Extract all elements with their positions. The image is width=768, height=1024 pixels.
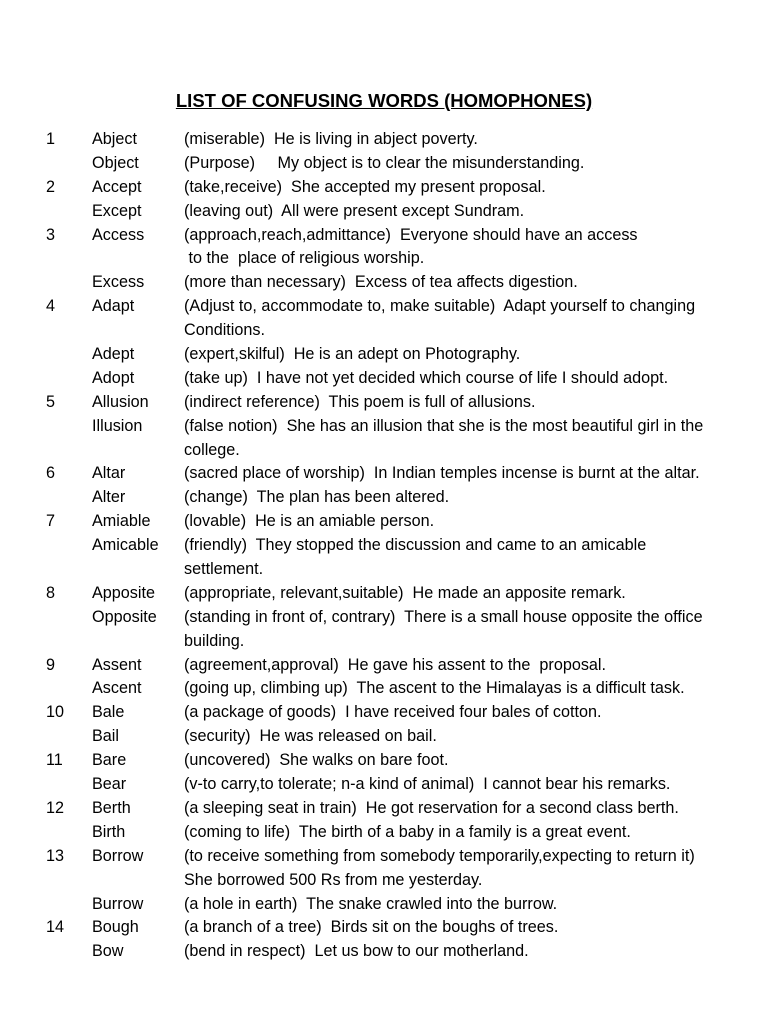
entry-word: Bough — [92, 918, 139, 937]
list-item-continuation — [0, 630, 768, 654]
entry-word: Excess — [92, 273, 145, 292]
entry-number: 14 — [46, 918, 65, 937]
entry-word: Ascent — [92, 679, 142, 698]
list-item — [0, 677, 768, 701]
entry-definition: (going up, climbing up) The ascent to the Himalayas is a difficult task. — [184, 679, 685, 698]
entry-definition: (a hole in earth) The snake crawled into the burrow. — [184, 894, 558, 913]
list-item — [0, 916, 768, 940]
entry-definition: (uncovered) She walks on bare foot. — [184, 751, 449, 770]
list-item — [0, 797, 768, 821]
list-item — [0, 654, 768, 678]
entry-word: Adapt — [92, 297, 135, 316]
entry-word: Bare — [92, 751, 127, 770]
entry-word: Alter — [92, 488, 126, 507]
list-item — [0, 295, 768, 319]
list-item — [0, 893, 768, 917]
entry-word: Bail — [92, 727, 119, 746]
list-item — [0, 845, 768, 869]
entry-definition: (agreement,approval) He gave his assent to the proposal. — [184, 655, 607, 674]
list-item — [0, 701, 768, 725]
entry-definition: (more than necessary) Excess of tea affects digestion. — [184, 273, 578, 292]
entry-word: Object — [92, 153, 139, 172]
entry-word: Birth — [92, 822, 126, 841]
word-list — [0, 128, 768, 964]
entry-word: Allusion — [92, 392, 149, 411]
entry-number: 12 — [46, 798, 65, 817]
entry-number: 11 — [46, 751, 63, 770]
entry-definition: (a branch of a tree) Birds sit on the boughs of trees. — [184, 918, 559, 937]
entry-word: Apposite — [92, 583, 155, 602]
entry-definition: (false notion) She has an illusion that she is the most beautiful girl in the — [184, 416, 704, 435]
list-item — [0, 749, 768, 773]
entry-word: Bale — [92, 703, 125, 722]
list-item — [0, 271, 768, 295]
list-item — [0, 821, 768, 845]
list-item — [0, 176, 768, 200]
entry-number: 1 — [46, 130, 56, 148]
entry-definition: (miserable) He is living in abject poverty. — [184, 130, 478, 148]
list-item — [0, 486, 768, 510]
list-item — [0, 940, 768, 964]
list-item-continuation — [0, 247, 768, 271]
entry-definition: (take up) I have not yet decided which course of life I should adopt. — [184, 368, 669, 387]
list-item — [0, 367, 768, 391]
entry-definition: Conditions. — [184, 321, 265, 340]
entry-word: Illusion — [92, 416, 143, 435]
entry-definition: (v-to carry,to tolerate; n-a kind of animal) I cannot bear his remarks. — [184, 775, 671, 794]
entry-definition: (a package of goods) I have received four bales of cotton. — [184, 703, 602, 722]
entry-word: Bear — [92, 775, 127, 794]
list-item-continuation — [0, 439, 768, 463]
entry-number: 6 — [46, 464, 56, 483]
entry-definition: (leaving out) All were present except Sundram. — [184, 201, 525, 220]
entry-word: Adept — [92, 345, 135, 364]
entry-number: 3 — [46, 225, 56, 244]
entry-definition: She borrowed 500 Rs from me yesterday. — [184, 870, 483, 889]
entry-word: Amicable — [92, 536, 159, 555]
page-title: LIST OF CONFUSING WORDS (HOMOPHONES) — [175, 90, 593, 111]
entry-definition: settlement. — [184, 560, 264, 579]
entry-word: Opposite — [92, 607, 157, 626]
entry-definition: (sacred place of worship) In Indian temples incense is burnt at the altar. — [184, 464, 700, 483]
entry-number: 7 — [46, 512, 56, 531]
entry-definition: (expert,skilful) He is an adept on Photography. — [184, 345, 521, 364]
entry-definition: (indirect reference) This poem is full of allusions. — [184, 392, 536, 411]
entry-number: 9 — [46, 655, 56, 674]
entry-word: Adopt — [92, 368, 135, 387]
entry-definition: (Adjust to, accommodate to, make suitable) Adapt yourself to changing — [184, 297, 696, 316]
list-item-continuation — [0, 869, 768, 893]
entry-number: 4 — [46, 297, 56, 316]
entry-definition: (security) He was released on bail. — [184, 727, 437, 746]
list-item-continuation — [0, 558, 768, 582]
list-item — [0, 128, 768, 152]
entry-word: Altar — [92, 464, 126, 483]
entry-word: Accept — [92, 177, 142, 196]
entry-word: Assent — [92, 655, 142, 674]
entry-definition: (bend in respect) Let us bow to our motherland. — [184, 942, 529, 961]
entry-number: 5 — [46, 392, 56, 411]
entry-definition: (appropriate, relevant,suitable) He made an apposite remark. — [184, 583, 626, 602]
entry-definition: (Purpose) My object is to clear the misunderstanding. — [184, 153, 585, 172]
list-item — [0, 343, 768, 367]
entry-definition: (coming to life) The birth of a baby in a family is a great event. — [184, 822, 631, 841]
entry-definition: (a sleeping seat in train) He got reservation for a second class berth. — [184, 798, 679, 817]
entry-definition: (standing in front of, contrary) There is a small house opposite the office — [184, 607, 703, 626]
entry-word: Abject — [92, 130, 137, 148]
entry-word: Bow — [92, 942, 124, 961]
entry-number: 13 — [46, 846, 65, 865]
entry-definition: (to receive something from somebody temporarily,expecting to return it) — [184, 846, 695, 865]
entry-definition: (approach,reach,admittance) Everyone should have an access — [184, 225, 638, 244]
list-item — [0, 152, 768, 176]
list-item — [0, 415, 768, 439]
entry-definition: (change) The plan has been altered. — [184, 488, 450, 507]
list-item-continuation — [0, 319, 768, 343]
list-item — [0, 391, 768, 415]
list-item — [0, 510, 768, 534]
entry-definition: (lovable) He is an amiable person. — [184, 512, 435, 531]
list-item — [0, 224, 768, 248]
entry-definition: (friendly) They stopped the discussion and came to an amicable — [184, 536, 647, 555]
list-item — [0, 582, 768, 606]
entry-word: Borrow — [92, 846, 144, 865]
entry-definition: college. — [184, 440, 240, 459]
entry-number: 8 — [46, 583, 56, 602]
list-item — [0, 462, 768, 486]
entry-number: 2 — [46, 177, 56, 196]
entry-word: Berth — [92, 798, 131, 817]
entry-definition: (take,receive) She accepted my present proposal. — [184, 177, 546, 196]
entry-word: Amiable — [92, 512, 151, 531]
list-item — [0, 200, 768, 224]
list-item — [0, 725, 768, 749]
entry-word: Burrow — [92, 894, 144, 913]
entry-word: Except — [92, 201, 142, 220]
entry-definition: building. — [184, 631, 245, 650]
entry-definition: to the place of religious worship. — [184, 249, 425, 268]
list-item — [0, 773, 768, 797]
entry-number: 10 — [46, 703, 65, 722]
list-item — [0, 534, 768, 558]
entry-word: Access — [92, 225, 145, 244]
list-item — [0, 606, 768, 630]
